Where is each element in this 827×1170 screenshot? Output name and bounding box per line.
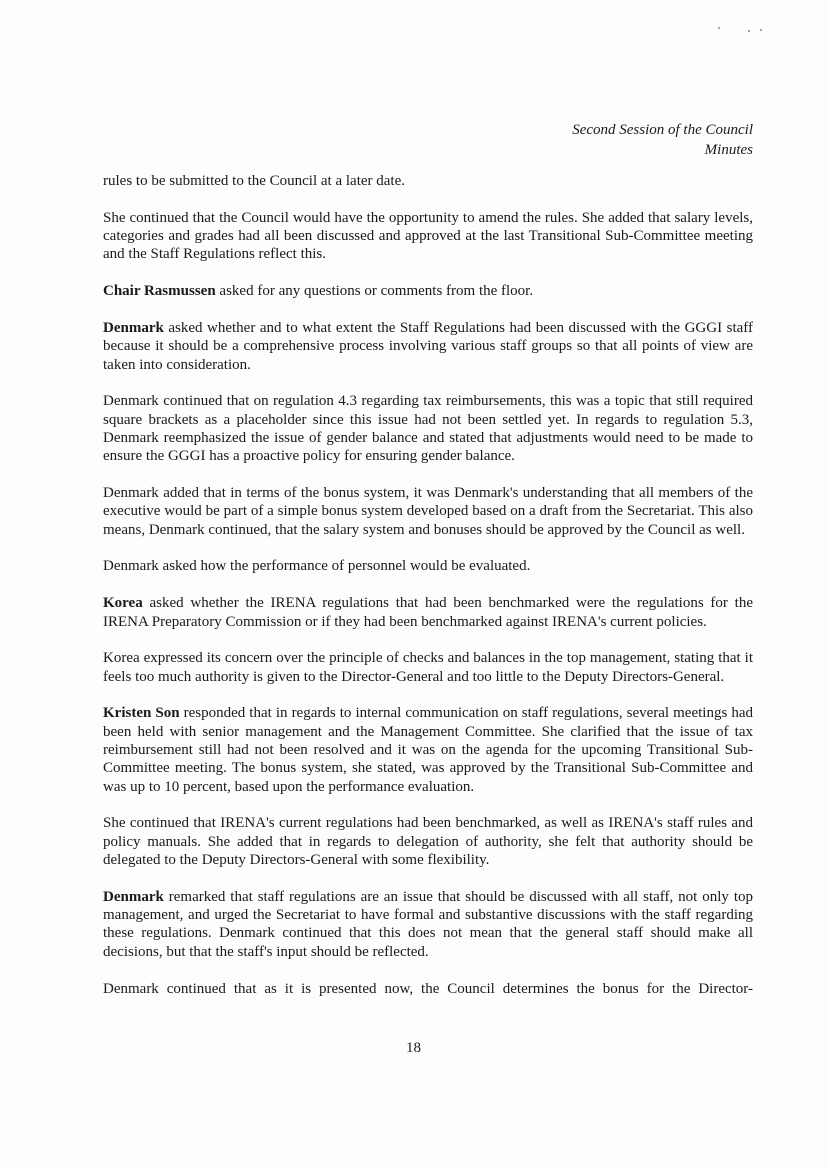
paragraph-text: asked whether the IRENA regulations that had been benchmarked were the regulations for the IRENA Preparatory Commission or if they had been benchmarked against IRENA's current policies. bbox=[103, 595, 753, 630]
paragraph bbox=[103, 594, 753, 631]
paragraph bbox=[103, 557, 753, 575]
paragraph-text: She continued that IRENA's current regulations had been benchmarked, as well as IRENA's staff rules and policy manuals. She added that in regards to delegation of authority, she felt that authority should be delegated to the Deputy Directors-General with some flexibility. bbox=[103, 815, 753, 869]
paragraph-text: rules to be submitted to the Council at a later date. bbox=[103, 173, 405, 189]
minutes-body bbox=[103, 172, 753, 1016]
speaker-name: Korea bbox=[103, 595, 143, 612]
paragraph-text: asked whether and to what extent the Staff Regulations had been discussed with the GGGI staff because it should be a comprehensive process involving various staff groups so that all points of view are taken into consideration. bbox=[103, 319, 753, 373]
running-header bbox=[572, 120, 753, 160]
speaker-name: Kristen Son bbox=[103, 705, 180, 722]
paragraph bbox=[103, 319, 753, 374]
scan-speck bbox=[760, 29, 762, 31]
paragraph bbox=[103, 980, 753, 998]
scan-speck bbox=[748, 30, 750, 32]
paragraph bbox=[103, 282, 753, 300]
paragraph-text: asked for any questions or comments from the floor. bbox=[215, 283, 534, 300]
paragraph-text: She continued that the Council would have the opportunity to amend the rules. She added that salary levels, categories and grades had all been discussed and approved at the last Transitional Sub-Committee meeting and the Staff Regulations reflect this. bbox=[103, 209, 753, 263]
scan-speck bbox=[718, 27, 720, 29]
paragraph-text: Denmark continued that as it is presented now, the Council determines the bonus for the Director- bbox=[103, 980, 753, 997]
paragraph bbox=[103, 392, 753, 465]
paragraph-text: Denmark continued that on regulation 4.3 regarding tax reimbursements, this was a topic that still required square brackets as a placeholder since this issue had not been settled yet. In regards to regulation 5.3, Denmark reemphasized the issue of gender balance and stated that adjustments would need to be made to ensure the GGGI has a proactive policy for ensuring gender balance. bbox=[103, 393, 753, 465]
paragraph bbox=[103, 484, 753, 539]
paragraph bbox=[103, 209, 753, 264]
header-title: Second Session of the Council bbox=[572, 122, 753, 138]
page-number: 18 bbox=[406, 1040, 421, 1056]
speaker-name: Chair Rasmussen bbox=[103, 283, 216, 300]
paragraph-text: Denmark added that in terms of the bonus system, it was Denmark's understanding that all members of the executive would be part of a simple bonus system developed based on a draft from the Secretariat. This also means, Denmark continued, that the salary system and bonuses should be approved by the Council as well. bbox=[103, 485, 753, 538]
paragraph-text: Denmark asked how the performance of personnel would be evaluated. bbox=[103, 558, 531, 575]
paragraph bbox=[103, 649, 753, 686]
paragraph-text: Korea expressed its concern over the principle of checks and balances in the top management, stating that it feels too much authority is given to the Director-General and too little to the Deputy Directors-General. bbox=[103, 650, 753, 685]
paragraph-text: remarked that staff regulations are an issue that should be discussed with all staff, not only top management, and urged the Secretariat to have formal and substantive discussions with the staff regarding these regulations. Denmark continued that this does not mean that the general staff should make all decisions, but that the staff's input should be reflected. bbox=[103, 888, 753, 960]
paragraph bbox=[103, 888, 753, 961]
paragraph bbox=[103, 704, 753, 795]
paragraph bbox=[103, 814, 753, 869]
speaker-name: Denmark bbox=[103, 319, 164, 336]
paragraph bbox=[103, 172, 753, 190]
speaker-name: Denmark bbox=[103, 888, 164, 905]
paragraph-text: responded that in regards to internal communication on staff regulations, several meetings had been held with senior management and the Management Committee. She clarified that the issue of tax reimbursement still had not been resolved and it was on the agenda for the upcoming Transitional Sub-Committee meeting. The bonus system, she stated, was approved by the Transitional Sub-Committee and was up to 10 percent, based upon the performance evaluation. bbox=[103, 705, 753, 795]
header-subtitle: Minutes bbox=[704, 142, 753, 158]
